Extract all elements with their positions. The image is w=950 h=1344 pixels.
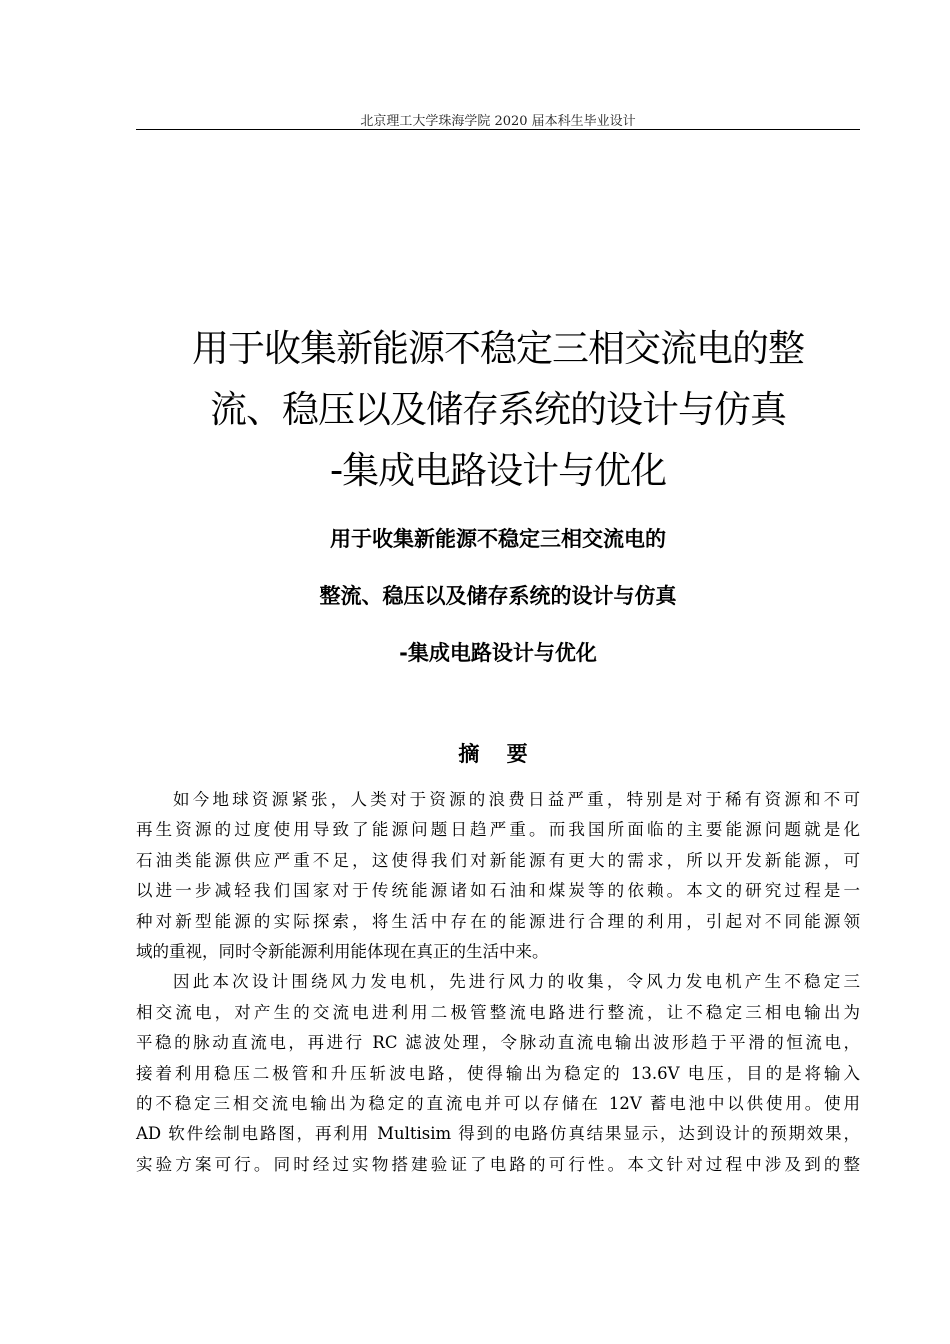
abstract-heading: 摘 要 <box>458 742 538 766</box>
page-header <box>136 114 860 130</box>
abstract-line: 种对新型能源的实际探索，将生活中存在的能源进行合理的利用，引起对不同能源领 <box>136 911 860 931</box>
main-title-line: -集成电路设计与优化 <box>329 449 667 492</box>
main-title-line: 流、稳压以及储存系统的设计与仿真 <box>210 388 786 431</box>
subtitle-line: -集成电路设计与优化 <box>399 641 597 665</box>
abstract-line: 以进一步减轻我们国家对于传统能源诸如石油和煤炭等的依赖。本文的研究过程是一 <box>136 881 860 901</box>
main-title-line: 用于收集新能源不稳定三相交流电的整 <box>192 327 804 370</box>
subtitle <box>120 511 876 682</box>
subtitle-line: 整流、稳压以及储存系统的设计与仿真 <box>319 584 677 608</box>
abstract-line: 平稳的脉动直流电，再进行 RC 滤波处理，令脉动直流电输出波形趋于平滑的恒流电， <box>136 1033 860 1053</box>
subtitle-line: 用于收集新能源不稳定三相交流电的 <box>330 527 666 551</box>
main-title <box>120 318 876 501</box>
abstract-line: 相交流电，对产生的交流电进利用二极管整流电路进行整流，让不稳定三相电输出为 <box>136 1002 860 1022</box>
abstract-line: 接着利用稳压二极管和升压斩波电路，使得输出为稳定的 13.6V 电压，目的是将输入 <box>136 1063 860 1083</box>
abstract-body <box>136 785 860 1180</box>
header-rule <box>136 129 860 130</box>
abstract-line: 实验方案可行。同时经过实物搭建验证了电路的可行性。本文针对过程中涉及到的整 <box>136 1154 860 1174</box>
abstract-line: 如今地球资源紧张，人类对于资源的浪费日益严重，特别是对于稀有资源和不可 <box>173 790 860 809</box>
abstract-line: 的不稳定三相交流电输出为稳定的直流电并可以存储在 12V 蓄电池中以供使用。使用 <box>136 1094 860 1114</box>
abstract-line: 再生资源的过度使用导致了能源问题日趋严重。而我国所面临的主要能源问题就是化 <box>136 820 860 840</box>
abstract-line: AD 软件绘制电路图，再利用 Multisim 得到的电路仿真结果显示，达到设计的预期效果， <box>136 1124 860 1144</box>
abstract-line: 石油类能源供应严重不足，这使得我们对新能源有更大的需求，所以开发新能源，可 <box>136 850 860 870</box>
abstract-line: 域的重视，同时令新能源利用能体现在真正的生活中来。 <box>136 942 549 962</box>
header-text: 北京理工大学珠海学院 2020 届本科生毕业设计 <box>360 114 636 129</box>
abstract-line: 因此本次设计围绕风力发电机，先进行风力的收集，令风力发电机产生不稳定三 <box>173 972 860 992</box>
